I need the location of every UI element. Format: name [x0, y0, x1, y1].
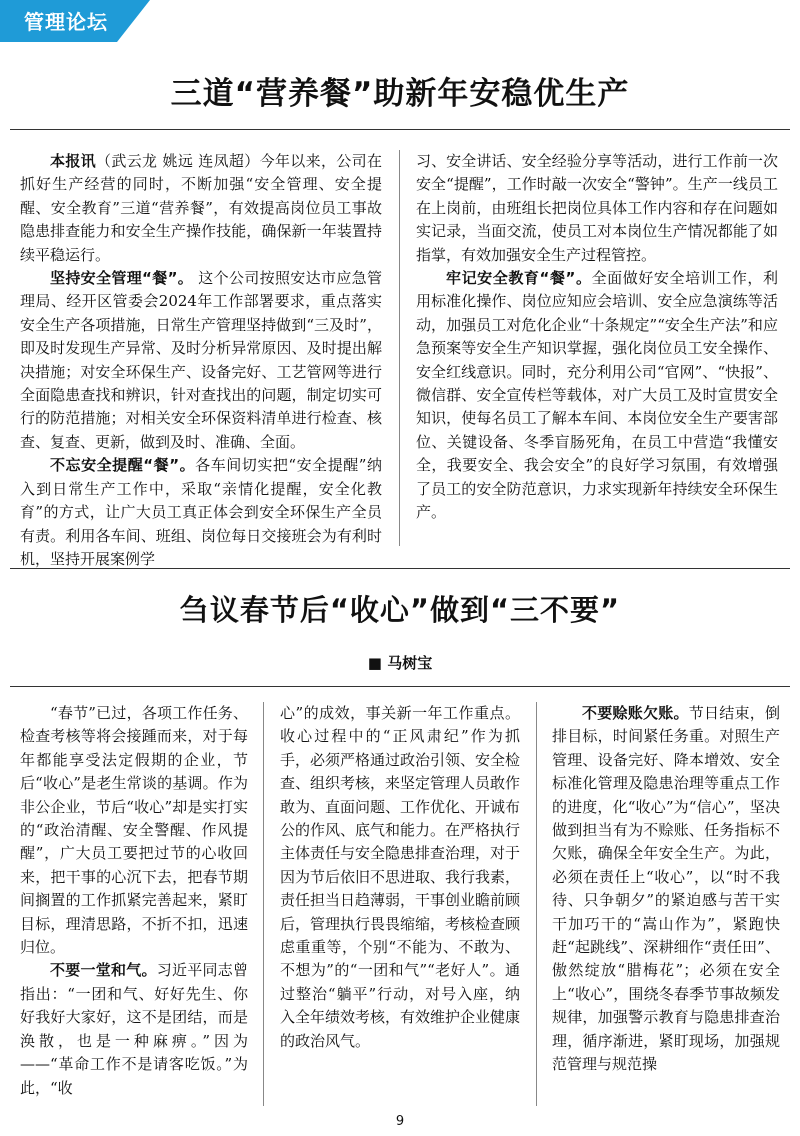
article2-column-1 — [20, 702, 248, 1100]
paragraph-lead: 坚持安全管理“餐”。 — [50, 269, 194, 288]
section-tab-label: 管理论坛 — [24, 10, 108, 34]
article2-paragraph — [552, 702, 780, 1077]
article2-title: 刍议春节后“收心”做到“三不要” — [179, 593, 621, 627]
article2-byline: ■ 马树宝 — [367, 654, 433, 672]
paragraph-lead: 本报讯 — [50, 152, 97, 170]
paragraph-lead: 不忘安全提醒“餐”。 — [50, 456, 196, 475]
paragraph-lead: 不要一堂和气。 — [50, 961, 157, 980]
paragraph-text: 心”的成效，事关新一年工作重点。收心过程中的“正风肃纪”作为抓手，必须严格通过政治引领、安全检查、组织考核，来坚定管理人员敢作敢为、直面问题、工作优化、开诚布公的作风、底气和能力。在严格执行主体责任与安全隐患排查治理，对于因为节后依旧不思进取、我行我素，责任担当日趋薄弱，干事创业瞻前顾后，管理执行畏畏缩缩，考核检查顾虑重重等，个别“不能为、不敢为、不想为”的“一团和气”“老好人”。通过整治“躺平”行动，对号入座，纳入全年绩效考核，有效维护企业健康的政治风气。 — [280, 704, 521, 1050]
article1-title: 三道“营养餐”助新年安稳优生产 — [170, 76, 630, 112]
article2-paragraph — [280, 702, 520, 1053]
paragraph-text: 习、安全讲话、安全经验分享等活动，进行工作前一次安全“提醒”，工作时敲一次安全“警钟”。生产一线员工在上岗前，由班组长把岗位具体工作内容和存在问题如实记录，当面交流，使员工对本岗位生产情况都能了如指掌，有效加强安全生产过程管控。 — [416, 152, 778, 264]
column-divider — [536, 702, 537, 1106]
article2-paragraph — [20, 959, 248, 1099]
byline-divider — [10, 686, 790, 687]
article1-paragraph — [20, 150, 382, 267]
column-divider — [399, 150, 400, 546]
article2-column-2 — [280, 702, 520, 1053]
article1-paragraph — [20, 454, 382, 571]
paragraph-text: 这个公司按照安达市应急管理局、经开区管委会2024年工作部署要求，重点落实安全生产各项措施，日常生产管理坚持做到“三及时”，即及时发现生产异常、及时分析异常原因、及时提出解决措施；对安全环保生产、设备完好、工艺管网等进行全面隐患查找和辨识，针对查找出的问题，制定切实可行的防范措施；对相关安全环保资料清单进行检查、核查、复查、更新，做到及时、准确、全面。 — [20, 269, 383, 451]
column-divider — [263, 702, 264, 1106]
paragraph-text: “春节”已过，各项工作任务、检查考核等将会接踵而来，对于每年都能享受法定假期的企业，节后“收心”是老生常谈的基调。作为非公企业，节后“收心”却是实打实的“政治清醒、安全警醒、作风提醒”，广大员工要把过节的心收回来，把干事的心沉下去，把春节期间搁置的工作抓紧完善起来，紧盯目标，理清思路，不折不扣，迅速归位。 — [20, 704, 248, 957]
article-divider — [10, 568, 790, 569]
paragraph-lead: 牢记安全教育“餐”。 — [446, 269, 592, 288]
article2-paragraph — [20, 702, 248, 959]
paragraph-text: 全面做好安全培训工作，利用标准化操作、岗位应知应会培训、安全应急演练等活动，加强员工对危化企业“十条规定”“安全生产法”和应急预案等安全生产知识掌握，强化岗位员工安全操作、安全红线意识。同时，充分利用公司“官网”、“快报”、微信群、安全宣传栏等载体，对广大员工及时宣贯安全知识，使每名员工了解本车间、本岗位安全生产要害部位、关键设备、冬季盲肠死角，在员工中营造“我懂安全，我要安全、我会安全”的良好学习氛围，有效增强了员工的安全防范意识，力求实现新年持续安全环保生产。 — [416, 269, 778, 522]
title-divider — [10, 129, 790, 130]
paragraph-text: 习近平同志曾指出：“一团和气、好好先生、你好我好大家好，这不是团结，而是涣散，也是一种麻痹。”因为——“革命工作不是请客吃饭。”为此，“收 — [20, 961, 248, 1097]
article1-column-2 — [416, 150, 778, 525]
article1-column-1 — [20, 150, 382, 571]
article1-paragraph — [20, 267, 382, 454]
article1-paragraph — [416, 267, 778, 524]
paragraph-text: 各车间切实把“安全提醒”纳入到日常生产工作中，采取“亲情化提醒，安全化教育”的方式，让广大员工真正体会到安全环保生产全员有责。利用各车间、班组、岗位每日交接班会为有利时机，坚持开展案例学 — [20, 456, 383, 568]
page-number: 9 — [395, 1114, 405, 1129]
paragraph-lead: 不要赊账欠账。 — [582, 704, 689, 722]
article2-column-3 — [552, 702, 780, 1077]
article1-paragraph — [416, 150, 778, 267]
paragraph-text: 节日结束，倒排目标，时间紧任务重。对照生产管理、设备完好、降本增效、安全标准化管理及隐患治理等重点工作的进度，化“收心”为“信心”，坚决做到担当有为不赊账、任务指标不欠账，确保全年安全生产。为此，必须在责任上“收心”，以“时不我待、只争朝夕”的紧迫感与苦干实干加巧干的“嵩山作为”，紧跑快赶“起跳线”、深耕细作“责任田”、傲然绽放“腊梅花”；必须在安全上“收心”，围绕冬春季节事故频发规律，加强警示教育与隐患排查治理，循序渐进，紧盯现场，加强规范管理与规范操 — [552, 704, 780, 1074]
paragraph-text: （武云龙 姚远 连凤超）今年以来，公司在抓好生产经营的同时，不断加强“安全管理、安全提醒、安全教育”三道“营养餐”，有效提高岗位员工事故隐患排查能力和安全生产操作技能，确保新一年装置持续平稳运行。 — [20, 152, 382, 264]
